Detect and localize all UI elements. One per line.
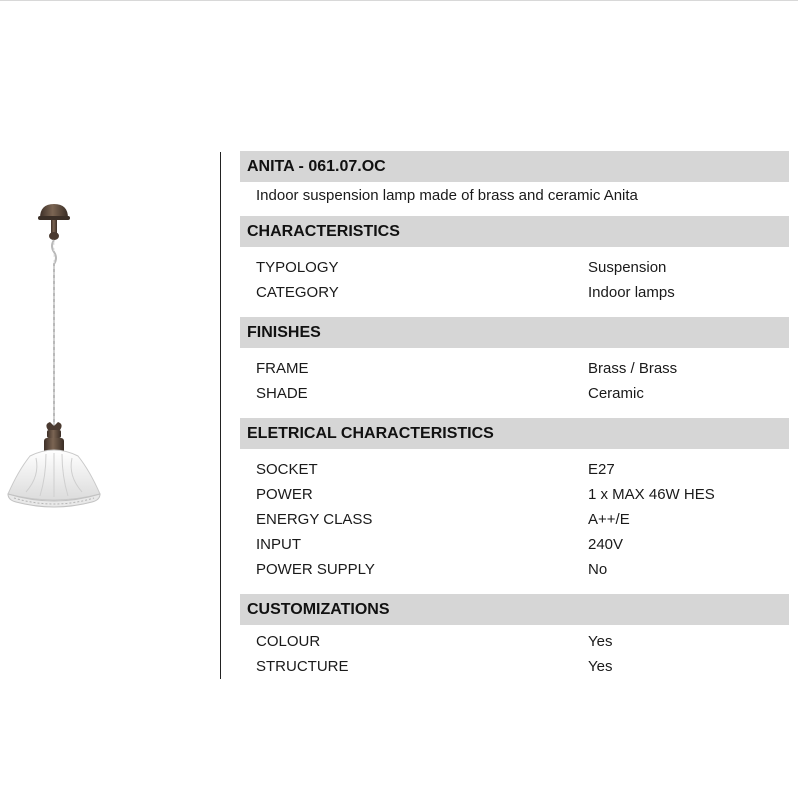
spec-row-frame — [240, 356, 789, 381]
spec-sheet — [240, 151, 789, 691]
spec-row-category — [240, 280, 789, 305]
spec-value: E27 — [588, 461, 615, 478]
spec-value: Yes — [588, 633, 613, 650]
spec-value: 240V — [588, 536, 624, 553]
spec-value: No — [588, 561, 608, 578]
spec-label: SOCKET — [256, 461, 318, 478]
canopy-rim — [38, 216, 70, 220]
spec-value: Yes — [588, 658, 613, 675]
spec-value: Ceramic — [588, 385, 644, 402]
spec-value: Indoor lamps — [588, 284, 675, 301]
spec-label: POWER — [256, 486, 313, 503]
spec-label: FRAME — [256, 360, 309, 377]
spec-row-shade — [240, 381, 789, 406]
product-description: Indoor suspension lamp made of brass and ceramic Anita — [256, 187, 638, 204]
spec-row-structure — [240, 654, 789, 679]
section-heading-electrical: ELETRICAL CHARACTERISTICS — [240, 418, 789, 449]
section-heading-finishes: FINISHES — [240, 317, 789, 348]
spec-row-power — [240, 482, 789, 507]
section-heading-characteristics: CHARACTERISTICS — [240, 216, 789, 247]
spec-label: COLOUR — [256, 633, 321, 650]
spec-label: SHADE — [256, 385, 308, 402]
spec-value: A++/E — [588, 511, 630, 528]
lamp-image — [0, 196, 110, 516]
spec-label: TYPOLOGY — [256, 259, 339, 276]
spec-label: POWER SUPPLY — [256, 561, 375, 578]
customizations-rows — [240, 625, 789, 691]
canopy — [40, 204, 68, 218]
product-title: ANITA - 061.07.OC — [240, 151, 789, 182]
spec-label: STRUCTURE — [256, 658, 349, 675]
finishes-rows — [240, 348, 789, 418]
spec-value: 1 x MAX 46W HES — [588, 486, 715, 503]
vertical-divider — [220, 152, 221, 679]
spec-row-colour — [240, 629, 789, 654]
spec-row-power-supply — [240, 557, 789, 582]
section-heading-customizations: CUSTOMIZATIONS — [240, 594, 789, 625]
characteristics-rows — [240, 247, 789, 317]
spec-row-input — [240, 532, 789, 557]
top-rule — [0, 0, 798, 1]
spec-label: CATEGORY — [256, 284, 339, 301]
spec-label: ENERGY CLASS — [256, 511, 373, 528]
spec-row-socket — [240, 457, 789, 482]
spec-row-energy-class — [240, 507, 789, 532]
spec-row-typology — [240, 255, 789, 280]
spec-value: Brass / Brass — [588, 360, 678, 377]
spec-label: INPUT — [256, 536, 301, 553]
electrical-rows — [240, 449, 789, 594]
spec-value: Suspension — [588, 259, 667, 276]
